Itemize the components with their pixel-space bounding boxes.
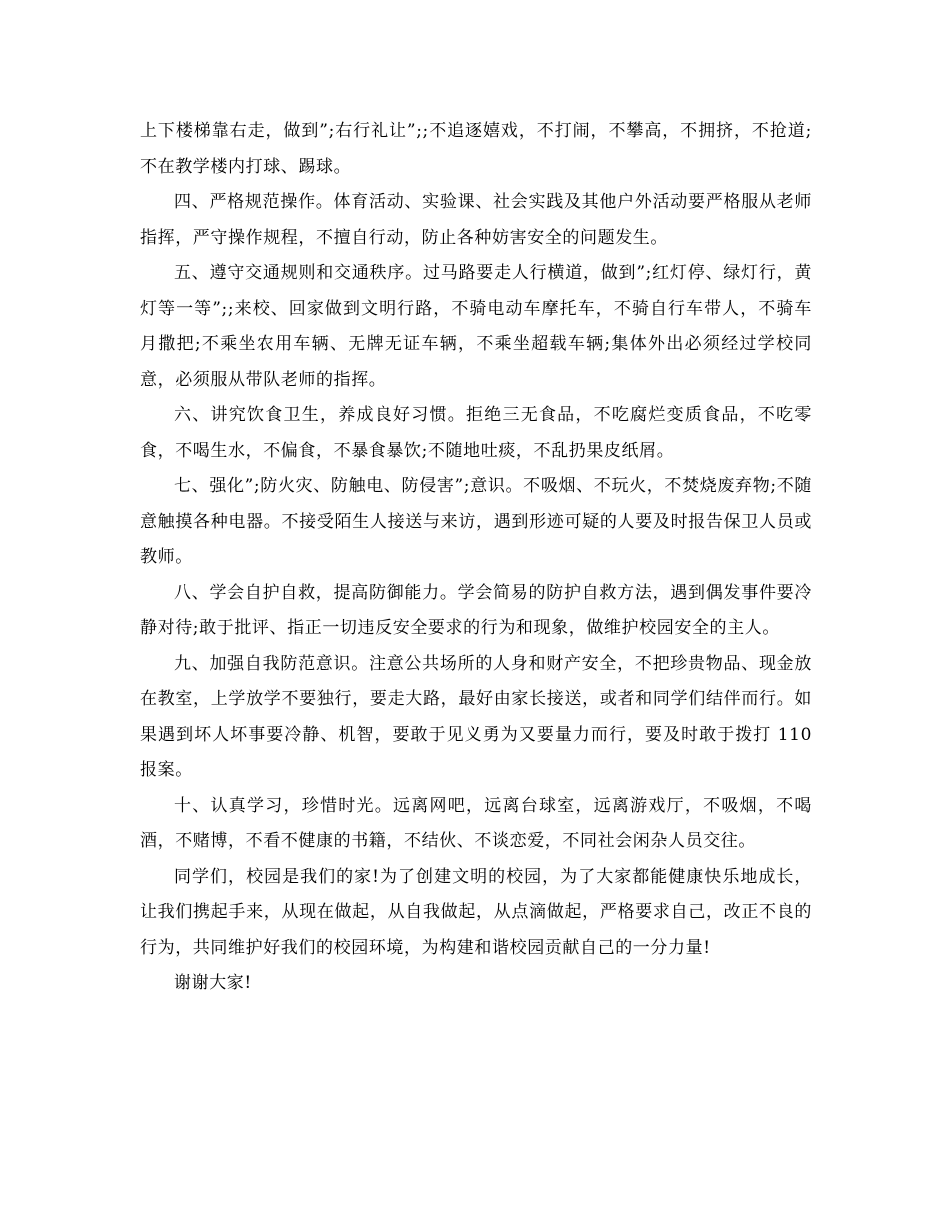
paragraph-item-5: 五、遵守交通规则和交通秩序。过马路要走人行横道，做到”;红灯停、绿灯行，黄灯等一等”;;来校、回家做到文明行路，不骑电动车摩托车，不骑自行车带人，不骑车月撒把;不乘坐农用车辆、无牌无证车辆，不乘坐超载车辆;集体外出必须经过学校同意，必须服从带队老师的指挥。 [140,263,812,390]
paragraph-item-4: 四、严格规范操作。体育活动、实验课、社会实践及其他户外活动要严格服从老师指挥，严守操作规程，不擅自行动，防止各种妨害安全的问题发生。 [140,192,812,248]
paragraph-closing: 同学们，校园是我们的家!为了创建文明的校园，为了大家都能健康快乐地成长，让我们携起手来，从现在做起，从自我做起，从点滴做起，严格要求自己，改正不良的行为，共同维护好我们的校园环境，为构建和谐校园贡献自己的一分力量! [140,866,812,958]
paragraph-item-6: 六、讲究饮食卫生，养成良好习惯。拒绝三无食品，不吃腐烂变质食品，不吃零食，不喝生水，不偏食，不暴食暴饮;不随地吐痰，不乱扔果皮纸屑。 [140,405,812,461]
document-body [140,114,812,1002]
paragraph-thanks: 谢谢大家! [174,973,252,993]
paragraph-item-8: 八、学会自护自救，提高防御能力。学会简易的防护自救方法，遇到偶发事件要冷静对待;敢于批评、指正一切违反安全要求的行为和现象，做维护校园安全的主人。 [140,582,812,638]
paragraph-item-10: 十、认真学习，珍惜时光。远离网吧，远离台球室，远离游戏厅，不吸烟，不喝酒，不赌博，不看不健康的书籍，不结伙、不谈恋爱，不同社会闲杂人员交往。 [140,795,812,851]
paragraph-item-9: 九、加强自我防范意识。注意公共场所的人身和财产安全，不把珍贵物品、现金放在教室，上学放学不要独行，要走大路，最好由家长接送，或者和同学们结伴而行。如果遇到坏人坏事要冷静、机智，要敢于见义勇为又要量力而行，要及时敢于拨打 110 报案。 [140,653,812,780]
paragraph-item-7: 七、强化”;防火灾、防触电、防侵害”;意识。不吸烟、不玩火，不焚烧废弃物;不随意触摸各种电器。不接受陌生人接送与来访，遇到形迹可疑的人要及时报告保卫人员或教师。 [140,476,812,567]
paragraph-continuation: 上下楼梯靠右走，做到”;右行礼让”;;不追逐嬉戏，不打闹，不攀高，不拥挤，不抢道;不在教学楼内打球、踢球。 [140,121,812,177]
